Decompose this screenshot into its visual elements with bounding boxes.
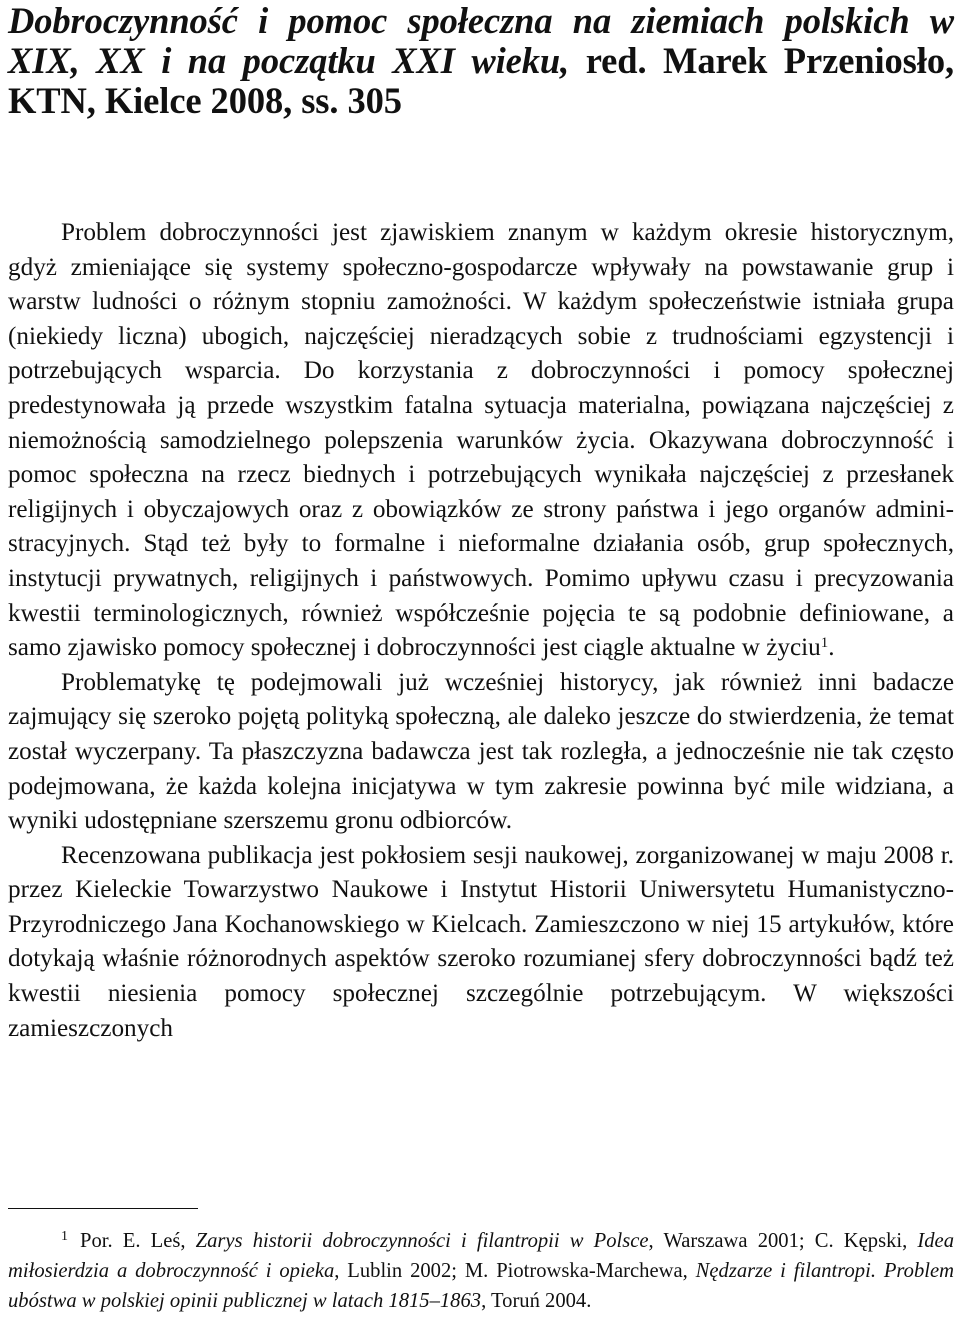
footnote-text-3: , Lublin 2002; M. Piotrowska-Marchewa, <box>334 1259 696 1282</box>
footnote-separator <box>8 1208 198 1209</box>
footnote-text-4: , Toruń 2004. <box>481 1289 592 1312</box>
footnote-1 <box>8 1227 954 1316</box>
review-body <box>8 216 954 1046</box>
paragraph-3: Recenzowana publikacja jest pokłosiem sesji naukowej, zorganizowanej w maju 2008 r. przez Kieleckie Towarzystwo Naukowe i Instytut Historii Uniwersytetu Humanistyczno-Przyrodniczego Jana Kochanowskiego w Kielcach. Zamieszczono w niej 15 artykułów, które dotykają właśnie różnorodnych aspektów szeroko rozumianej sfery dobroczynności bądź też kwestii niesienia pomocy społecznej szczególnie potrzebującym. W większości zamieszczonych <box>8 841 954 1042</box>
footnote-title-1: Zarys historii dobroczynności i filantropii w Polsce <box>195 1230 649 1252</box>
paragraph-1 <box>8 216 954 666</box>
footnote-number: 1 <box>61 1229 68 1244</box>
paragraph-1-end: . <box>828 634 835 662</box>
paragraph-1-text: Problem dobroczynności jest zjawiskiem znanym w każdym okresie historycznym, gdyż zmieniające się systemy społeczno-gospodarcze wpływały na powstawanie grup i warstw ludności o różnym stopniu zamożności. W każdym społeczeństwie istniała grupa (niekiedy liczna) ubogich, najczęściej nieradzących sobie z trudnościami egzystencji i potrzebujących wsparcia. Do korzystania z dobroczynności i pomocy społecznej predestynowała ją przede wszystkim fatalna sytuacja materialna, powiązana najczęściej z niemożnością samodzielnego polepszenia warunków życia. Okazywana dobroczynność i pomoc społeczna na rzecz biednych i potrzebujących wynikała najczęściej z przesłanek religijnych i obyczajowych oraz z obowiązków ze strony państwa i jego organów administracyjnych. Stąd też były to formalne i nieformalne działania osób, grup społecznych, instytucji prywatnych, religijnych i państwowych. Pomimo upływu czasu i precyzowania kwestii terminologicznych, również współcześnie pojęcia te są podobnie definiowane, a samo zjawisko pomocy społecznej i dobroczynności jest ciągle aktualne w życiu <box>8 219 954 662</box>
footnote-title-2: Idea miłosierdzia a dobroczynność i opieka <box>8 1230 954 1282</box>
footnote-title-3: Nędzarze i filantropi. Problem ubóstwa w polskiej opinii publicznej w latach 1815–1863 <box>8 1259 955 1312</box>
review-title <box>8 0 954 121</box>
footnote-text-1: Por. E. Leś, <box>80 1230 196 1252</box>
document-page <box>8 0 954 1046</box>
book-title: Dobroczynność i pomoc społeczna na ziemiach polskich w XIX, XX i na początku XXI wieku, <box>8 0 954 81</box>
footnote-reference[interactable]: 1 <box>820 635 829 652</box>
footnote-text-2: , Warszawa 2001; C. Kępski, <box>648 1230 918 1252</box>
paragraph-2: Problematykę tę podejmowali już wcześniej historycy, jak również inni badacze zajmujący się szeroko pojętą polityką społeczną, ale daleko jeszcze do stwierdzenia, że temat został wyczerpany. Ta płaszczyzna badawcza jest tak rozległa, a jednocześnie nie tak często podejmowana, że każda kolejna inicjatywa w tym zakresie powinna być mile widziana, a wyniki udostępniane szerszemu gronu odbiorców. <box>8 668 954 835</box>
book-publication-info: red. Marek Przeniosło, KTN, Kielce 2008, ss. 305 <box>8 40 954 121</box>
